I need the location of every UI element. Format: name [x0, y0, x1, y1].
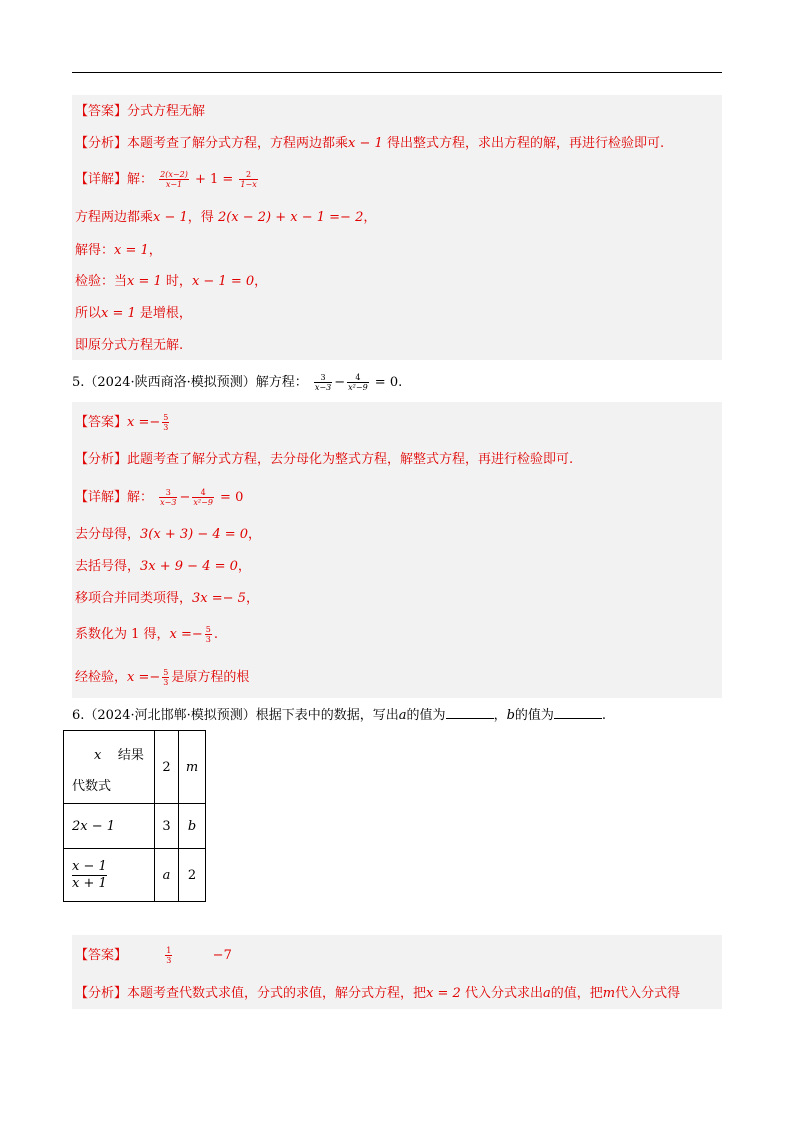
equation-tail: = 0 [220, 490, 244, 505]
step-math: x =− [169, 627, 203, 642]
analysis-math: a [542, 986, 551, 1001]
fraction [165, 946, 172, 965]
header-value-m: m [179, 731, 206, 804]
step-math: x = 1 [114, 243, 149, 258]
step-text: ， [148, 243, 162, 258]
step-math: 3(x + 3) − 4 = 0 [140, 527, 249, 542]
denominator: x−3 [314, 383, 332, 392]
step-text: 移项合并同类项得， [75, 591, 193, 606]
step-text: ， [237, 559, 251, 574]
corner-result-label: 结果 [117, 748, 144, 763]
numerator: 1 [166, 946, 172, 955]
fraction [239, 170, 257, 189]
fraction [72, 859, 107, 892]
analysis-text: 本题考查了解分式方程，方程两边都乘 [127, 136, 349, 151]
q4-step2 [75, 243, 162, 259]
table-cell: b [179, 804, 206, 849]
q5-solution-box [72, 402, 722, 698]
fraction [162, 668, 169, 687]
denominator: 3 [163, 423, 169, 432]
fraction [347, 373, 369, 392]
step-text: 方程两边都乘 [75, 210, 154, 225]
numerator: 5 [163, 413, 169, 422]
analysis-math: m [602, 986, 616, 1001]
detail-tag: 【详解】 [75, 172, 128, 187]
table-cell: 3 [155, 804, 179, 849]
question-prompt: 解方程： [255, 375, 308, 390]
q6-analysis-line [75, 986, 680, 1002]
step-text: 去括号得， [75, 559, 141, 574]
operator: − [179, 490, 191, 505]
numerator: 5 [163, 668, 169, 677]
variable-b: b [506, 708, 515, 723]
q4-step1 [75, 210, 376, 226]
header-value-2: 2 [155, 731, 179, 804]
step-text: 系数化为 1 得， [75, 627, 170, 642]
fraction [162, 413, 169, 432]
step-math: 3x =− 5 [192, 591, 246, 606]
q4-detail-line [75, 168, 260, 192]
fraction [159, 488, 177, 507]
denominator: x + 1 [72, 875, 107, 891]
analysis-text: 此题考查了解分式方程，去分母化为整式方程，解整式方程，再进行检验即可. [127, 452, 574, 467]
detail-tag: 【详解】 [75, 490, 128, 505]
q5-step4 [75, 622, 218, 648]
denominator: x²−9 [348, 383, 368, 392]
analysis-math: x − 1 [348, 136, 383, 151]
step-text: 时， [165, 274, 192, 289]
equation-tail: = 0. [374, 375, 403, 390]
analysis-text: 得出整式方程，求出方程的解，再进行检验即可. [386, 136, 665, 151]
step-math: 3x + 9 − 4 = 0 [140, 559, 238, 574]
corner-var: x [94, 748, 102, 763]
table-row [64, 804, 206, 849]
question-source: （2024·河北邯郸·模拟预测） [84, 708, 256, 723]
numerator: 3 [159, 488, 177, 498]
q5-analysis-line [75, 452, 573, 468]
analysis-text: 代入分式得 [615, 986, 681, 1001]
fraction [192, 488, 214, 507]
answer-b: −7 [212, 948, 232, 963]
step-math: x = 1 [127, 274, 162, 289]
step-text: 所以 [75, 306, 102, 321]
denominator: 3 [166, 956, 172, 965]
numerator: 4 [347, 373, 369, 383]
table-cell: a [155, 849, 179, 902]
denominator: x−3 [160, 498, 177, 507]
numerator: 2 [239, 170, 257, 180]
step-text: ， [363, 210, 377, 225]
numerator: 2(x−2) [160, 170, 188, 179]
step-text: 是增根， [139, 306, 192, 321]
analysis-text: 的值，把 [550, 986, 603, 1001]
analysis-text: 本题考查代数式求值，分式的求值，解分式方程，把 [127, 986, 427, 1001]
denominator: 1−x [240, 180, 257, 189]
q4-step4 [75, 306, 192, 322]
variable-a: a [398, 708, 407, 723]
numerator: x − 1 [72, 858, 107, 874]
table-header-row [64, 731, 206, 804]
analysis-math: x = 2 [426, 986, 461, 1001]
step-text: ， [254, 274, 268, 289]
analysis-tag: 【分析】 [75, 136, 128, 151]
question-end: . [601, 708, 607, 723]
table-cell: 2 [179, 849, 206, 902]
question-prompt: 的值为 [514, 708, 554, 723]
analysis-tag: 【分析】 [75, 452, 128, 467]
separator: ， [493, 708, 507, 723]
q5-question [72, 370, 402, 396]
answer-tag: 【答案】 [75, 104, 128, 119]
analysis-text: 代入分式求出 [464, 986, 543, 1001]
step-math: x − 1 = 0 [191, 274, 255, 289]
table-row [64, 849, 206, 902]
q5-answer-line [75, 410, 171, 436]
answer-blank-a[interactable] [446, 706, 494, 719]
step-math: x = 1 [101, 306, 136, 321]
detail-prefix: 解： [127, 490, 154, 505]
q5-step1 [75, 527, 261, 543]
q5-step3 [75, 591, 259, 607]
row-label [64, 849, 155, 902]
step-text: 经检验， [75, 670, 128, 685]
q6-answer-line [75, 943, 232, 969]
step-text: ， [248, 527, 262, 542]
q5-step5 [75, 665, 249, 691]
header-rule [72, 72, 722, 73]
q5-step2 [75, 559, 251, 575]
numerator: 3 [314, 373, 332, 383]
q4-analysis-line [75, 136, 664, 152]
q4-answer-line [75, 104, 205, 120]
q5-detail-line [75, 485, 243, 511]
question-prompt: 的值为 [406, 708, 446, 723]
step-text: 解得： [75, 243, 115, 258]
step-text: . [213, 627, 219, 642]
answer-text: 分式方程无解 [127, 104, 206, 119]
question-source: （2024·陕西商洛·模拟预测） [84, 375, 256, 390]
fraction [159, 170, 189, 189]
answer-tag: 【答案】 [75, 948, 128, 963]
question-number: 6. [72, 708, 85, 723]
corner-expression-label: 代数式 [72, 779, 112, 794]
denominator: x−1 [165, 180, 183, 189]
analysis-tag: 【分析】 [75, 986, 128, 1001]
step-text: ，得 [187, 210, 214, 225]
step-text: 去分母得， [75, 527, 141, 542]
denominator: 3 [163, 678, 169, 687]
data-table [63, 730, 206, 902]
fraction [205, 625, 212, 644]
numerator: 5 [205, 625, 211, 634]
equation-operator: + 1 = [194, 172, 234, 187]
q6-question [72, 706, 606, 724]
step-math: x =− [127, 670, 161, 685]
question-prompt: 根据下表中的数据，写出 [255, 708, 399, 723]
step-text: 检验：当 [75, 274, 128, 289]
answer-math: x =− [127, 415, 161, 430]
corner-top [94, 744, 144, 763]
q4-step3 [75, 274, 267, 290]
step-text: ， [245, 591, 259, 606]
answer-blank-b[interactable] [554, 706, 602, 719]
question-number: 5. [72, 375, 85, 390]
operator: − [334, 375, 346, 390]
answer-tag: 【答案】 [75, 415, 128, 430]
fraction [314, 373, 332, 392]
corner-cell [64, 731, 155, 804]
step-text: 即原分式方程无解. [75, 338, 184, 353]
step-math: 2(x − 2) + x − 1 =− 2 [217, 210, 364, 225]
denominator: x²−9 [193, 498, 213, 507]
numerator: 4 [192, 488, 214, 498]
row-label: 2x − 1 [64, 804, 155, 849]
step-math: x − 1 [153, 210, 188, 225]
q4-step5 [75, 338, 183, 354]
step-text: 是原方程的根 [171, 670, 250, 685]
detail-prefix: 解： [127, 172, 154, 187]
denominator: 3 [205, 635, 211, 644]
